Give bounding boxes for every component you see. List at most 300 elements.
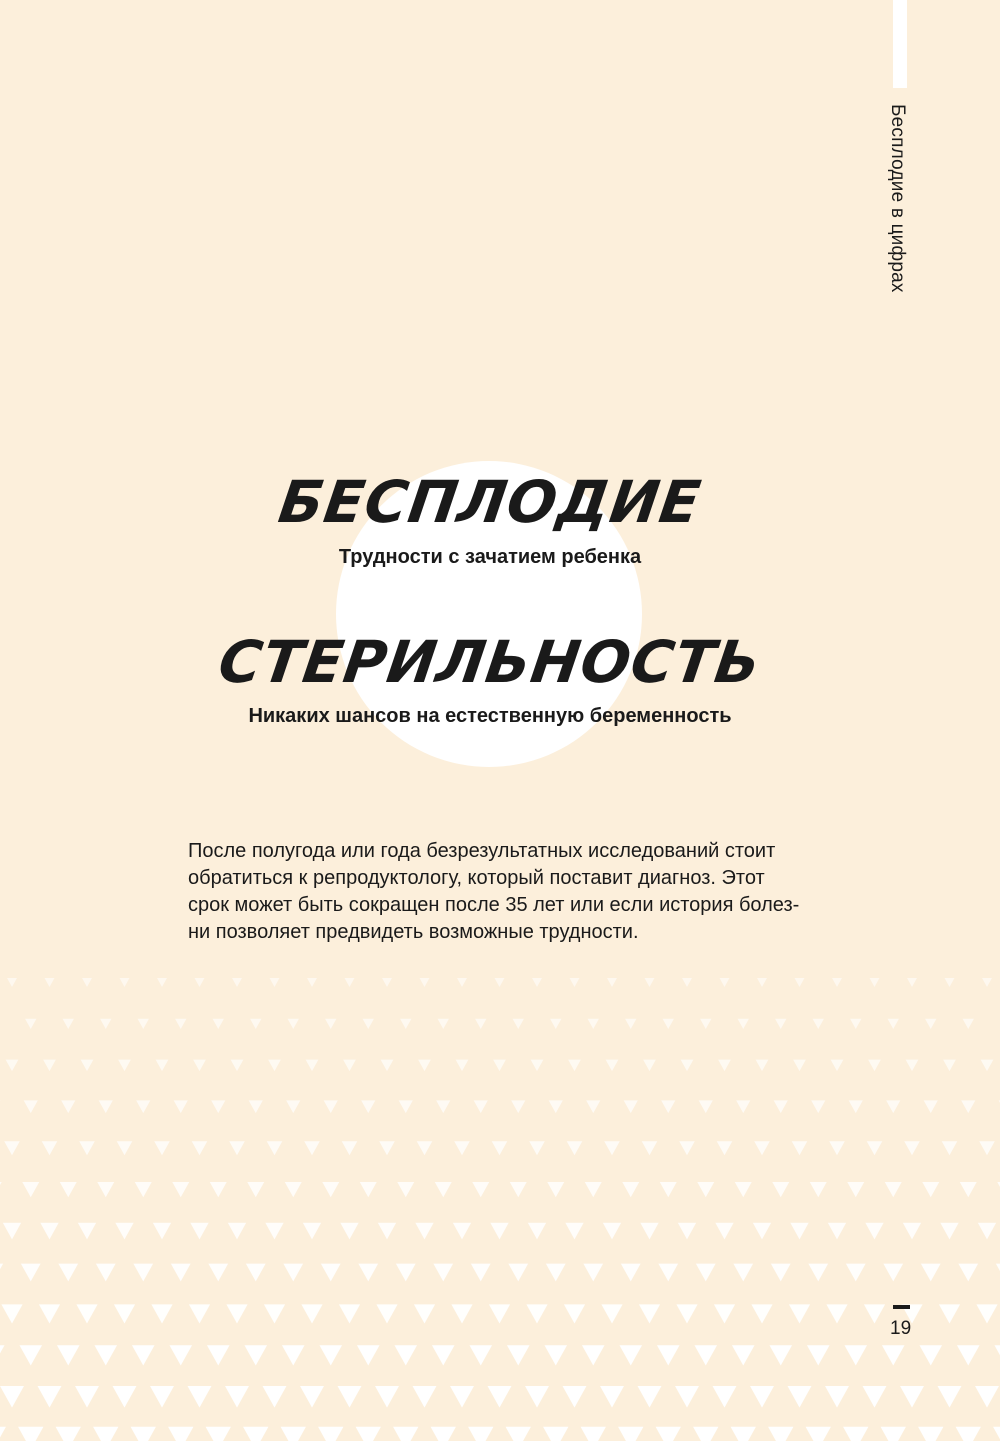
running-header: Бесплодие в цифрах [887,104,908,293]
pattern-triangle [171,1264,191,1282]
pattern-triangle [757,978,767,987]
pattern-triangle [549,1100,563,1113]
pattern-triangle [715,1223,733,1240]
pattern-triangle [188,1386,212,1408]
pattern-triangle [61,1100,75,1113]
pattern-triangle [19,1345,42,1365]
pattern-triangle [601,1304,622,1323]
pattern-triangle [133,1264,153,1282]
pattern-triangle [360,1182,377,1197]
pattern-triangle [453,1223,471,1240]
pattern-triangle [942,1141,958,1155]
pattern-triangle [475,1019,486,1029]
pattern-triangle [0,1345,5,1365]
pattern-triangle [228,1223,246,1240]
pattern-triangle [207,1345,230,1365]
pattern-triangle [529,1141,545,1155]
pattern-triangle [226,1304,247,1323]
pattern-triangle [135,1182,152,1197]
pattern-triangle [418,1060,431,1072]
pattern-triangle [1,1304,22,1323]
pattern-triangle [396,1264,416,1282]
pattern-triangle [886,1100,900,1113]
pattern-triangle [468,1427,493,1441]
pattern-triangle [60,1182,77,1197]
pattern-triangle [676,1304,697,1323]
pattern-triangle [731,1427,756,1441]
pattern-triangle [888,1019,899,1029]
pattern-triangle [718,1060,731,1072]
pattern-triangle [507,1345,530,1365]
pattern-triangle [340,1223,358,1240]
pattern-triangle [832,978,842,987]
pattern-triangle [397,1182,414,1197]
pattern-triangle [378,1223,396,1240]
pattern-triangle [881,1427,906,1441]
pattern-triangle [806,1427,831,1441]
pattern-triangle [0,1427,6,1441]
pattern-triangle [18,1427,43,1441]
pattern-triangle [732,1345,755,1365]
pattern-triangle [114,1304,135,1323]
pattern-triangle [361,1100,375,1113]
pattern-triangle [993,1427,1000,1441]
pattern-triangle [189,1304,210,1323]
pattern-triangle [865,1223,883,1240]
pattern-triangle [506,1427,531,1441]
pattern-triangle [431,1427,456,1441]
pattern-triangle [56,1427,81,1441]
pattern-triangle [132,1345,155,1365]
pattern-triangle [643,1060,656,1072]
pattern-triangle [417,1141,433,1155]
pattern-triangle [151,1304,172,1323]
pattern-triangle [568,1060,581,1072]
pattern-triangle [750,1386,774,1408]
pattern-triangle [322,1182,339,1197]
pattern-triangle [472,1182,489,1197]
pattern-triangle [570,978,580,987]
pattern-triangle [393,1427,418,1441]
pattern-triangle [339,1304,360,1323]
pattern-triangle [682,978,692,987]
pattern-triangle [640,1223,658,1240]
pattern-triangle [544,1345,567,1365]
pattern-triangle [375,1386,399,1408]
pattern-triangle [363,1019,374,1029]
pattern-triangle [768,1427,793,1441]
pattern-triangle [0,1264,3,1282]
pattern-triangle [976,1304,997,1323]
pattern-triangle [232,978,242,987]
pattern-triangle [0,1386,24,1408]
triangle-pattern [0,970,1000,1441]
pattern-triangle [454,1141,470,1155]
pattern-triangle [75,1386,99,1408]
pattern-triangle [621,1264,641,1282]
pattern-triangle [382,978,392,987]
pattern-triangle [324,1100,338,1113]
pattern-triangle [696,1264,716,1282]
pattern-triangle [656,1427,681,1441]
pattern-triangle [772,1182,789,1197]
pattern-triangle [246,1264,266,1282]
pattern-triangle [38,1386,62,1408]
pattern-triangle [588,1019,599,1029]
pattern-triangle [961,1100,975,1113]
pattern-triangle [550,1019,561,1029]
pattern-triangle [771,1264,791,1282]
pattern-triangle [286,1100,300,1113]
pattern-triangle [510,1182,527,1197]
pattern-triangle [193,1060,206,1072]
pattern-triangle [753,1223,771,1240]
pattern-triangle [211,1100,225,1113]
pattern-triangle [267,1141,283,1155]
pattern-triangle [247,1182,264,1197]
pattern-triangle [43,1060,56,1072]
pattern-triangle [807,1345,830,1365]
pattern-triangle [168,1427,193,1441]
pattern-triangle [100,1019,111,1029]
pattern-triangle [788,1386,812,1408]
pattern-triangle [325,1019,336,1029]
pattern-triangle [808,1264,828,1282]
pattern-triangle [492,1141,508,1155]
pattern-triangle [79,1141,95,1155]
pattern-triangle [474,1100,488,1113]
pattern-triangle [699,1100,713,1113]
pattern-triangle [357,1345,380,1365]
pattern-triangle [213,1019,224,1029]
body-line: После полугода или года безрезультатных исследований стоит [188,840,776,862]
pattern-triangle [300,1386,324,1408]
pattern-triangle [379,1141,395,1155]
pattern-triangle [208,1264,228,1282]
pattern-triangle [547,1182,564,1197]
pattern-triangle [413,1386,437,1408]
pattern-triangle [172,1182,189,1197]
pattern-triangle [978,1223,996,1240]
pattern-triangle [456,1060,469,1072]
pattern-triangle [975,1386,999,1408]
pattern-triangle [943,1060,956,1072]
pattern-triangle [921,1264,941,1282]
pattern-triangle [490,1223,508,1240]
pattern-triangle [451,1304,472,1323]
side-accent-bar [893,0,907,88]
pattern-triangle [622,1182,639,1197]
pattern-triangle [960,1182,977,1197]
pattern-triangle [400,1019,411,1029]
pattern-triangle [206,1427,231,1441]
pattern-triangle [399,1100,413,1113]
pattern-triangle [751,1304,772,1323]
pattern-triangle [358,1264,378,1282]
pattern-triangle [885,1182,902,1197]
pattern-triangle [39,1304,60,1323]
pattern-triangle [938,1386,962,1408]
pattern-triangle [792,1141,808,1155]
pattern-triangle [249,1100,263,1113]
pattern-triangle [356,1427,381,1441]
pattern-triangle [345,978,355,987]
pattern-triangle [850,1019,861,1029]
pattern-triangle [157,978,167,987]
pattern-triangle [863,1386,887,1408]
pattern-triangle [471,1264,491,1282]
pattern-triangle [918,1427,943,1441]
pattern-triangle [117,1141,133,1155]
pattern-triangle [243,1427,268,1441]
pattern-triangle [225,1386,249,1408]
pattern-triangle [469,1345,492,1365]
pattern-triangle [342,1141,358,1155]
pattern-triangle [775,1019,786,1029]
pattern-triangle [270,978,280,987]
pattern-triangle [231,1060,244,1072]
subheading-infertility: Трудности с зачатием ребенка [338,546,642,568]
pattern-triangle [774,1100,788,1113]
pattern-triangle [735,1182,752,1197]
pattern-triangle [81,1060,94,1072]
pattern-triangle [118,1060,131,1072]
pattern-triangle [849,1100,863,1113]
pattern-triangle [531,1060,544,1072]
pattern-triangle [288,1019,299,1029]
pattern-triangle [281,1427,306,1441]
pattern-triangle [738,1019,749,1029]
pattern-triangle [93,1427,118,1441]
pattern-triangle [301,1304,322,1323]
pattern-triangle [675,1386,699,1408]
pattern-triangle [94,1345,117,1365]
pattern-triangle [263,1386,287,1408]
pattern-triangle [958,1264,978,1282]
pattern-triangle [956,1427,981,1441]
pattern-triangle [265,1223,283,1240]
pattern-triangle [694,1345,717,1365]
pattern-triangle [532,978,542,987]
pattern-triangle [525,1386,549,1408]
pattern-triangle [843,1427,868,1441]
pattern-triangle [3,1223,21,1240]
pattern-triangle [906,1060,919,1072]
subheading-sterility: Никаких шансов на естественную беременность [248,705,732,727]
pattern-triangle [826,1304,847,1323]
pattern-triangle [174,1100,188,1113]
pattern-triangle [813,1019,824,1029]
pattern-triangle [513,1019,524,1029]
pattern-triangle [693,1427,718,1441]
page-number: 19 [890,1318,912,1339]
pattern-triangle [190,1223,208,1240]
pattern-triangle [642,1141,658,1155]
pattern-triangle [769,1345,792,1365]
pattern-triangle [319,1345,342,1365]
pattern-triangle [870,978,880,987]
pattern-triangle [432,1345,455,1365]
pattern-triangle [811,1100,825,1113]
pattern-triangle [581,1427,606,1441]
pattern-triangle [7,978,17,987]
pattern-triangle [45,978,55,987]
pattern-triangle [210,1182,227,1197]
pattern-triangle [153,1223,171,1240]
pattern-triangle [414,1304,435,1323]
pattern-triangle [940,1223,958,1240]
pattern-triangle [307,978,317,987]
pattern-triangle [154,1141,170,1155]
pattern-triangle [22,1182,39,1197]
pattern-triangle [733,1264,753,1282]
pattern-triangle [563,1386,587,1408]
pattern-triangle [661,1100,675,1113]
pattern-triangle [603,1223,621,1240]
pattern-triangle [831,1060,844,1072]
pattern-triangle [138,1019,149,1029]
pattern-triangle [543,1427,568,1441]
pattern-triangle [97,1182,114,1197]
pattern-triangle [754,1141,770,1155]
pattern-triangle [156,1060,169,1072]
pattern-triangle [58,1264,78,1282]
pattern-triangle [847,1182,864,1197]
pattern-triangle [420,978,430,987]
pattern-triangle [457,978,467,987]
pattern-triangle [76,1304,97,1323]
pattern-triangle [567,1141,583,1155]
pattern-triangle [582,1345,605,1365]
pattern-triangle [511,1100,525,1113]
pattern-triangle [736,1100,750,1113]
pattern-triangle [756,1060,769,1072]
pattern-triangle [619,1345,642,1365]
pattern-triangle [982,978,992,987]
pattern-triangle [264,1304,285,1323]
pattern-triangle [828,1223,846,1240]
pattern-triangle [115,1223,133,1240]
pattern-triangle [795,978,805,987]
pattern-triangle [919,1345,942,1365]
pattern-triangle [493,1060,506,1072]
pattern-triangle [338,1386,362,1408]
pattern-triangle [304,1141,320,1155]
pattern-triangle [720,978,730,987]
pattern-triangle [697,1182,714,1197]
pattern-triangle [945,978,955,987]
pattern-triangle [867,1141,883,1155]
pattern-triangle [793,1060,806,1072]
pattern-triangle [979,1141,995,1155]
pattern-triangle [846,1264,866,1282]
pattern-triangle [606,1060,619,1072]
pattern-triangle [883,1264,903,1282]
pattern-triangle [565,1223,583,1240]
pattern-triangle [907,978,917,987]
pattern-triangle [306,1060,319,1072]
pattern-triangle [489,1304,510,1323]
pattern-triangle [663,1019,674,1029]
pattern-triangle [546,1264,566,1282]
pattern-triangle [810,1182,827,1197]
pattern-triangle [6,1060,19,1072]
pattern-triangle [583,1264,603,1282]
pattern-triangle [864,1304,885,1323]
pattern-triangle [600,1386,624,1408]
pattern-triangle [303,1223,321,1240]
pattern-triangle [825,1386,849,1408]
pattern-triangle [376,1304,397,1323]
pattern-triangle [882,1345,905,1365]
pattern-triangle [394,1345,417,1365]
pattern-triangle [136,1100,150,1113]
pattern-triangle [318,1427,343,1441]
pattern-triangle [435,1182,452,1197]
pattern-triangle [963,1019,974,1029]
pattern-triangle [415,1223,433,1240]
pattern-triangle [195,978,205,987]
pattern-triangle [436,1100,450,1113]
pattern-triangle [450,1386,474,1408]
pattern-triangle [321,1264,341,1282]
pattern-triangle [868,1060,881,1072]
pattern-triangle [625,1019,636,1029]
pattern-triangle [790,1223,808,1240]
pattern-triangle [681,1060,694,1072]
pattern-triangle [169,1345,192,1365]
pattern-triangle [175,1019,186,1029]
pattern-triangle [99,1100,113,1113]
pattern-triangle [283,1264,303,1282]
pattern-triangle [700,1019,711,1029]
pattern-triangle [244,1345,267,1365]
pattern-triangle [844,1345,867,1365]
pattern-triangle [21,1264,41,1282]
page-number-mark [893,1305,910,1309]
pattern-triangle [994,1345,1000,1365]
pattern-triangle [638,1386,662,1408]
pattern-triangle [981,1060,994,1072]
pattern-triangle [924,1100,938,1113]
pattern-triangle [508,1264,528,1282]
pattern-triangle [678,1223,696,1240]
pattern-triangle [717,1141,733,1155]
pattern-triangle [679,1141,695,1155]
pattern-triangle [40,1223,58,1240]
pattern-triangle [624,1100,638,1113]
pattern-triangle [957,1345,980,1365]
heading-infertility: БЕСПЛОДИЕ [274,468,706,536]
pattern-triangle [904,1141,920,1155]
pattern-triangle [714,1304,735,1323]
pattern-triangle [585,1182,602,1197]
pattern-triangle [713,1386,737,1408]
pattern-triangle [282,1345,305,1365]
pattern-triangle [131,1427,156,1441]
pattern-triangle [192,1141,208,1155]
pattern-triangle [82,978,92,987]
pattern-triangle [618,1427,643,1441]
pattern-triangle [250,1019,261,1029]
pattern-triangle [829,1141,845,1155]
body-line: ни позволяет предвидеть возможные трудности. [188,921,639,943]
pattern-triangle [660,1182,677,1197]
pattern-triangle [433,1264,453,1282]
pattern-triangle [645,978,655,987]
pattern-triangle [925,1019,936,1029]
pattern-triangle [24,1100,38,1113]
